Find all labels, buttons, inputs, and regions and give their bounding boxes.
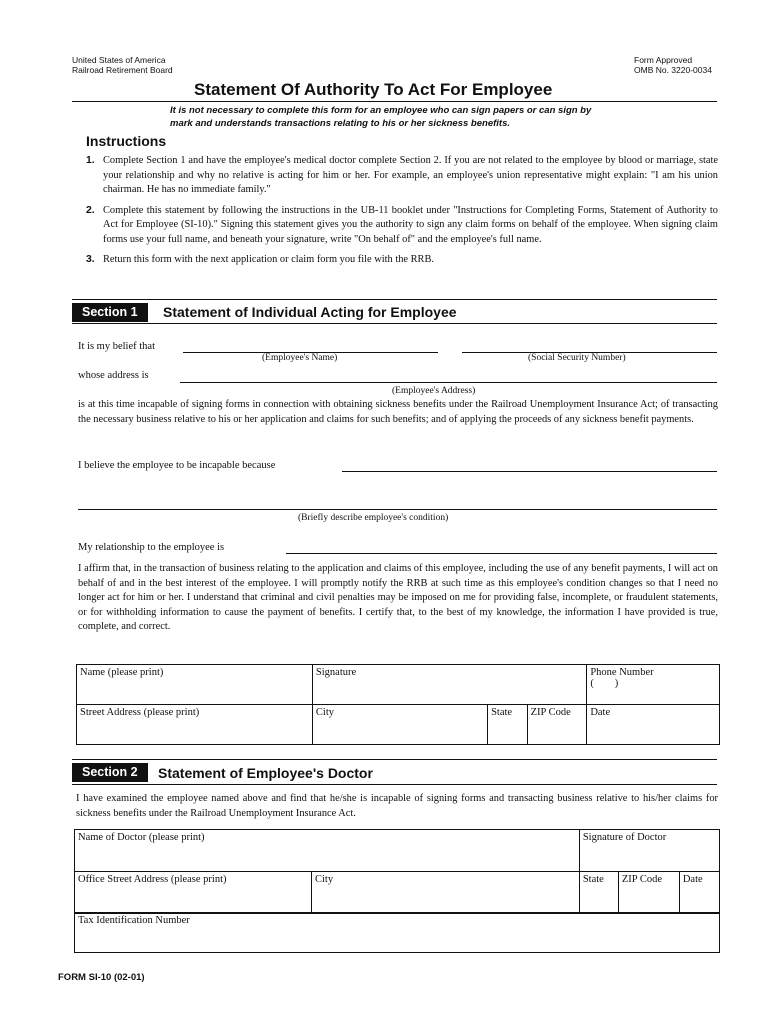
because-label: I believe the employee to be incapable because [78,460,276,471]
section2-bottom-rule [72,784,717,785]
date-cell[interactable]: Date [587,705,720,745]
section1-top-rule [72,299,717,300]
doctor-city-cell[interactable]: City [312,872,580,914]
section1-signature-table [76,664,720,745]
zip-cell[interactable]: ZIP Code [527,705,587,745]
form-title: Statement Of Authority To Act For Employee [194,80,553,99]
agency-line-2: Railroad Retirement Board [72,65,173,75]
doctor-signature-cell[interactable]: Signature of Doctor [579,830,719,872]
section1-title: Statement of Individual Acting for Employee [163,304,457,320]
phone-cell[interactable]: Phone Number ( ) [587,665,720,705]
approval-line-1: Form Approved [634,55,693,65]
doctor-zip-cell[interactable]: ZIP Code [618,872,679,914]
incapable-statement: is at this time incapable of signing forms in connection with obtaining sickness benefits under the Railroad Unemployment Insurance Act; of transacting the necessary business relative to his or her application and claims for such benefits; and of applying the proceeds of any sickness benefit payments. [78,399,718,425]
relationship-label: My relationship to the employee is [78,542,225,553]
section1-badge: Section 1 [72,303,148,322]
belief-label: It is my belief that [78,341,155,352]
instruction-item: 1. Complete Section 1 and have the employee's medical doctor complete Section 2. If you are not related to the employee by blood or marriage, state your relationship and why no relative is acting for him or her. For example, an employee's union representative might explain: "I am his union chairman. He has no immediate family." [86,155,718,195]
instructions-heading: Instructions [86,133,167,149]
address-label: whose address is [78,370,149,381]
office-street-cell[interactable]: Office Street Address (please print) [75,872,312,914]
section1-bottom-rule [72,323,717,324]
form-number: FORM SI-10 (02-01) [58,972,145,983]
instructions-list [86,154,718,274]
affirmation-statement: I affirm that, in the transaction of business relating to the application and claims of this employee, including the use of any benefit payments, I will act on behalf of and in the best interest of the employee. I will promptly notify the RRB at such time as this employee's condition changes so that I need no longer act for him or her. I understand that criminal and civil penalties may be imposed on me for providing false, incomplete, or fraudulent statements, or for withholding information to cause the payment of benefits. I certify that, to the best of my knowledge, the information I have provided is true, complete, and correct. [78,563,718,632]
section2-top-rule [72,759,717,760]
instruction-item: 3. Return this form with the next application or claim form you file with the RRB. [86,254,434,265]
doctor-state-cell[interactable]: State [579,872,618,914]
omb-approval [634,55,712,75]
instruction-item: 2. Complete this statement by following the instructions in the UB-11 booklet under "Instructions for Completing Forms, Statement of Authority to Act for Employee (SI-10)." Signing this statement gives you the authority to sign any claim forms on behalf of the employee. When signing claim forms use your full name, and beneath your signature, write "On behalf of" and the employee's full name. [86,204,718,245]
employee-name-caption: (Employee's Name) [262,353,338,363]
doctor-info-table [74,829,720,914]
usage-note: It is not necessary to complete this form for an employee who can sign papers or can sign by mark and understands transactions relating to his or her sickness benefits. [170,105,592,129]
relationship-field[interactable] [286,553,717,554]
employee-address-field[interactable] [180,382,717,383]
doctor-exam-statement: I have examined the employee named above and find that he/she is incapable of signing forms and transacting business relative to his/her claims for sickness benefits under the Railroad Unemployment Insurance Act. [76,793,718,819]
doctor-name-cell[interactable]: Name of Doctor (please print) [75,830,580,872]
condition-field-line2[interactable] [78,509,717,510]
section2-badge: Section 2 [72,763,148,782]
condition-caption: (Briefly describe employee's condition) [298,513,449,523]
title-rule [72,101,717,102]
doctor-date-cell[interactable]: Date [679,872,719,914]
approval-line-2: OMB No. 3220-0034 [634,65,712,75]
street-address-cell[interactable]: Street Address (please print) [77,705,313,745]
name-print-cell[interactable]: Name (please print) [77,665,313,705]
condition-field-line1[interactable] [342,471,717,472]
agency-line-1: United States of America [72,55,166,65]
signature-cell[interactable]: Signature [312,665,586,705]
agency-name [72,55,173,75]
address-caption: (Employee's Address) [392,386,476,396]
section2-title: Statement of Employee's Doctor [158,765,373,781]
state-cell[interactable]: State [488,705,527,745]
tax-id-cell[interactable]: Tax Identification Number [75,913,720,953]
ssn-caption: (Social Security Number) [528,353,626,363]
tax-id-table [74,912,720,953]
city-cell[interactable]: City [312,705,487,745]
